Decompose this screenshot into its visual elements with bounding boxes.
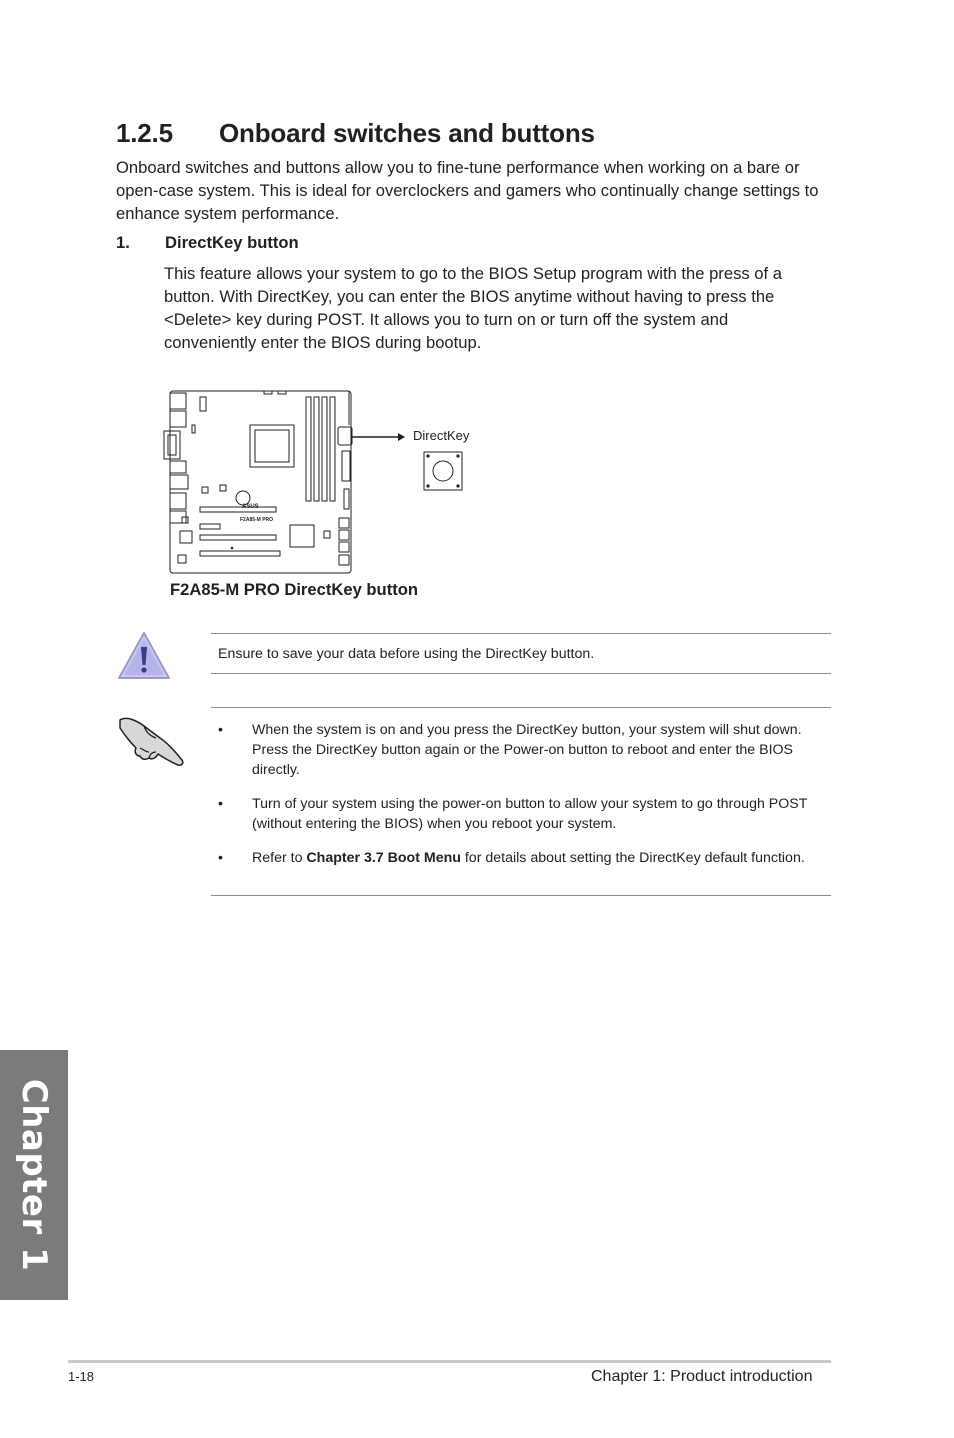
section-title-text: Onboard switches and buttons bbox=[219, 118, 595, 148]
dimm-slot bbox=[322, 397, 327, 501]
board-logo: ASUS bbox=[242, 504, 259, 510]
note-text: Turn of your system using the power-on button to allow your system to go through POST (without entering the BIOS) when you reboot your system. bbox=[252, 796, 808, 832]
note-reference: Chapter 3.7 Boot Menu bbox=[306, 850, 461, 866]
button-pin bbox=[426, 454, 429, 457]
chip bbox=[182, 517, 188, 523]
pcie-slot bbox=[200, 535, 276, 540]
caution-bottom-rule bbox=[211, 673, 831, 674]
intro-paragraph: Onboard switches and buttons allow you to fine-tune performance when working on a bare or open-case system. This is ideal for overclockers and gamers who continually change settings to enhance system performance. bbox=[116, 158, 819, 223]
atx-power-connector bbox=[342, 451, 350, 481]
figure-caption: F2A85-M PRO DirectKey button bbox=[170, 580, 419, 599]
io-port bbox=[170, 493, 186, 509]
footer-chapter-title: Chapter 1: Product introduction bbox=[591, 1368, 813, 1385]
chip bbox=[220, 485, 226, 491]
notes-list bbox=[211, 720, 821, 882]
bullet: • bbox=[218, 850, 223, 866]
connector bbox=[339, 542, 349, 552]
item-title: DirectKey button bbox=[165, 233, 299, 252]
directkey-callout-label: DirectKey bbox=[413, 428, 470, 443]
board-model-label: F2A85-M PRO bbox=[240, 517, 274, 523]
directkey-button-illustration bbox=[424, 452, 462, 490]
connector bbox=[339, 555, 349, 565]
connector bbox=[339, 530, 349, 540]
pci-slot bbox=[200, 551, 280, 556]
io-port bbox=[170, 475, 188, 489]
chip bbox=[178, 555, 186, 563]
io-port bbox=[170, 461, 186, 473]
dimm-slot bbox=[314, 397, 319, 501]
board-outline bbox=[170, 391, 351, 573]
io-port bbox=[170, 393, 186, 409]
footer-rule bbox=[68, 1360, 831, 1363]
bullet: • bbox=[218, 722, 223, 738]
button-pin bbox=[456, 484, 459, 487]
dimm-slot bbox=[306, 397, 311, 501]
list-item bbox=[211, 794, 821, 834]
connector bbox=[344, 489, 349, 509]
dimm-slot bbox=[330, 397, 335, 501]
button-pin bbox=[426, 484, 429, 487]
callout-arrowhead bbox=[398, 433, 405, 441]
cpu-socket-inner bbox=[255, 430, 289, 462]
chipset bbox=[290, 525, 314, 547]
chapter-tab-label: Chapter 1 bbox=[14, 1078, 54, 1272]
note-text-suffix: for details about setting the DirectKey default function. bbox=[460, 850, 805, 866]
section-title bbox=[116, 118, 595, 149]
pointing-hand-icon bbox=[116, 712, 188, 770]
note-text: When the system is on and you press the DirectKey button, your system will shut down. Press the DirectKey button again or the Power-on button to reboot and enter the BIOS directly. bbox=[252, 722, 802, 778]
list-item bbox=[211, 848, 821, 868]
warning-triangle-icon bbox=[116, 630, 172, 682]
list-item bbox=[211, 720, 821, 780]
connector bbox=[339, 518, 349, 528]
connector bbox=[192, 425, 195, 433]
button-pin bbox=[456, 454, 459, 457]
item-number: 1. bbox=[116, 233, 130, 252]
connector bbox=[264, 391, 272, 394]
directkey-button-cap bbox=[433, 461, 453, 481]
notes-bottom-rule bbox=[211, 895, 831, 896]
board-mark bbox=[231, 547, 234, 550]
cpu-socket bbox=[250, 425, 294, 467]
chapter-side-tab bbox=[0, 1050, 68, 1300]
chip bbox=[324, 531, 330, 538]
io-port-inner bbox=[168, 435, 176, 455]
chip bbox=[180, 531, 192, 543]
note-text-prefix: Refer to bbox=[252, 850, 307, 866]
notes-top-rule bbox=[211, 707, 831, 708]
caution-text: Ensure to save your data before using the DirectKey button. bbox=[218, 646, 595, 662]
battery bbox=[236, 491, 250, 505]
directkey-button-location bbox=[338, 427, 352, 445]
bullet: • bbox=[218, 796, 223, 812]
io-port bbox=[170, 411, 186, 427]
connector bbox=[200, 397, 206, 411]
chip bbox=[202, 487, 208, 493]
section-number: 1.2.5 bbox=[116, 118, 173, 148]
item-description: This feature allows your system to go to the BIOS Setup program with the press of a button. With DirectKey, you can enter the BIOS anytime without having to press the <Delete> key during POST. It allows you to turn on or turn off the system and conveniently enter the BIOS during bootup. bbox=[164, 264, 782, 352]
connector bbox=[278, 391, 286, 394]
pcie-slot bbox=[200, 524, 220, 529]
page-number: 1-18 bbox=[68, 1369, 95, 1384]
motherboard-diagram bbox=[156, 385, 476, 580]
item-heading bbox=[116, 233, 299, 253]
pcie-slot bbox=[200, 507, 276, 512]
caution-top-rule bbox=[211, 633, 831, 634]
